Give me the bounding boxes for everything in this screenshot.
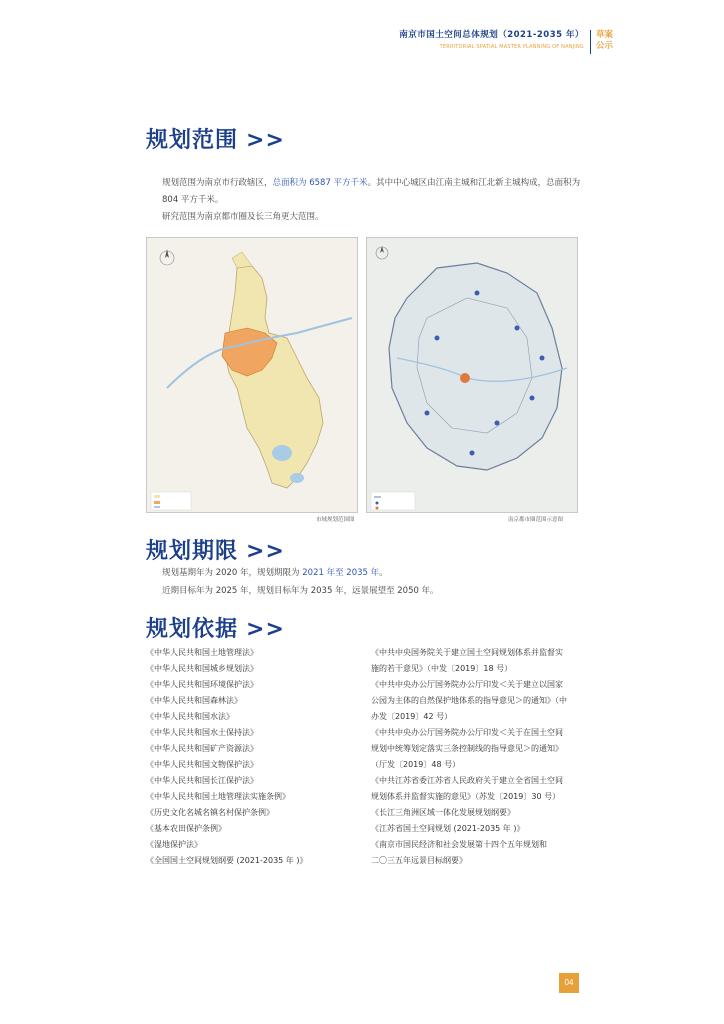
basis-item: 《中华人民共和国土地管理法实施条例》 — [146, 792, 290, 801]
basis-item: 规划中统筹划定落实三条控制线的指导意见＞的通知》 — [371, 744, 563, 753]
scope-title-arrows: >> — [246, 128, 285, 153]
basis-item: 二〇三五年远景目标纲要》 — [371, 856, 467, 865]
section-title-scope — [146, 123, 285, 154]
basis-item: 施的若干意见》（中发〔2019〕18 号） — [371, 664, 513, 673]
basis-item: 《中共江苏省委江苏省人民政府关于建立全省国土空间 — [371, 776, 563, 785]
basis-item: 《基本农田保护条例》 — [146, 824, 226, 833]
basis-item: 《中共中央办公厅国务院办公厅印发＜关于建立以国家 — [371, 680, 563, 689]
basis-item: 《中华人民共和国长江保护法》 — [146, 776, 258, 785]
basis-item: （厅发〔2019〕48 号） — [371, 760, 461, 769]
scope-text-before: 规划范围为南京市行政辖区， — [162, 178, 273, 188]
header-divider — [590, 30, 591, 54]
page-header — [399, 28, 584, 50]
section-title-basis — [146, 612, 285, 643]
basis-list-left — [146, 645, 307, 869]
scope-text-after: 。其中中心城区由江南主城和江北新主城构成，总面积为 804 平方千米。 — [162, 178, 581, 205]
basis-item: 《中共中央国务院关于建立国土空间规划体系并监督实 — [371, 648, 563, 657]
section-title-period — [146, 534, 285, 565]
basis-item: 《长江三角洲区域一体化发展规划纲要》 — [371, 808, 515, 817]
period-line1-highlight: 2021 年至 2035 年 — [302, 568, 380, 578]
metropolitan-area-map — [366, 237, 578, 513]
period-line1-before: 规划基期年为 2020 年，规划期限为 — [162, 568, 303, 578]
basis-item: 《南京市国民经济和社会发展第十四个五年规划和 — [371, 840, 547, 849]
period-line-2: 近期目标年为 2025 年，规划目标年为 2035 年，远景展望至 2050 年。 — [162, 586, 439, 596]
left-map-caption: 市域规划范围图 — [316, 517, 355, 523]
page-number: 04 — [559, 973, 579, 993]
basis-item: 规划体系并监督实施的意见》（苏发〔2019〕30 号） — [371, 792, 561, 801]
basis-item: 《中华人民共和国矿产资源法》 — [146, 744, 258, 753]
basis-item: 《历史文化名城名镇名村保护条例》 — [146, 808, 274, 817]
scope-paragraph — [162, 175, 582, 209]
period-title-arrows: >> — [246, 539, 285, 564]
basis-item: 《中华人民共和国文物保护法》 — [146, 760, 258, 769]
basis-item: 办发〔2019〕42 号） — [371, 712, 453, 721]
basis-title-text: 规划依据 — [146, 617, 239, 642]
basis-list-right — [371, 645, 567, 869]
header-title-cn: 南京市国土空间总体规划（2021-2035 年） — [399, 30, 584, 40]
scope-text-highlight: 总面积为 6587 平方千米 — [272, 178, 368, 188]
basis-item: 公园为主体的自然保护地体系的指导意见＞的通知》（中 — [371, 696, 567, 705]
period-title-text: 规划期限 — [146, 539, 239, 564]
header-title-en: TERRITORIAL SPATIAL MASTER PLANNING OF NANJING — [439, 44, 584, 50]
period-line1-after: 。 — [379, 568, 388, 578]
city-boundary-map — [146, 237, 358, 513]
basis-item: 《中华人民共和国水法》 — [146, 712, 234, 721]
scope-title-text: 规划范围 — [146, 128, 239, 153]
basis-item: 《全国国土空间规划纲要 (2021-2035 年 )》 — [146, 856, 308, 865]
basis-item: 《中华人民共和国土地管理法》 — [146, 648, 258, 657]
period-line-1 — [162, 565, 582, 582]
basis-item: 《中华人民共和国城乡规划法》 — [146, 664, 258, 673]
basis-item: 《湿地保护法》 — [146, 840, 202, 849]
basis-title-arrows: >> — [246, 617, 285, 642]
draft-tag: 草案公示 — [596, 30, 614, 51]
basis-item: 《江苏省国土空间规划 (2021-2035 年 )》 — [371, 824, 525, 833]
basis-item: 《中华人民共和国环境保护法》 — [146, 680, 258, 689]
basis-item: 《中共中央办公厅国务院办公厅印发＜关于在国土空间 — [371, 728, 563, 737]
scope-research-paragraph: 研究范围为南京都市圈及长三角更大范围。 — [162, 212, 324, 222]
basis-item: 《中华人民共和国水土保持法》 — [146, 728, 258, 737]
basis-item: 《中华人民共和国森林法》 — [146, 696, 242, 705]
right-map-caption: 南京都市圈范围示意图 — [508, 517, 564, 523]
